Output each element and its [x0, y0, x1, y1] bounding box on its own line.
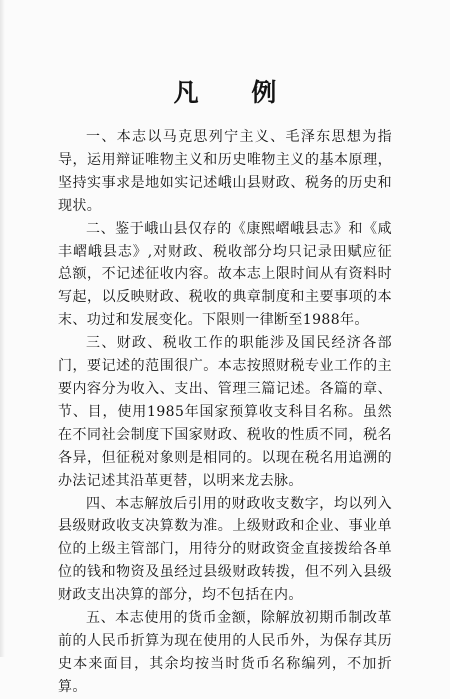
paragraph-1: 一、本志以马克思列宁主义、毛泽东思想为指导，运用辩证唯物主义和历史唯物主义的基本原理，坚持实事求是地如实记述峨山县财政、税务的历史和现状。 [58, 129, 392, 214]
page-title: 凡 例 [173, 78, 299, 107]
paragraph-3: 三、财政、税收工作的职能涉及国民经济各部门，要记述的范围很广。本志按照财税专业工作的主要内容分为收入、支出、管理三篇记述。各篇的章、节、目，使用1985年国家预算收支科目名称。虽然在不同社会制度下国家财政、税收的性质不同，税名各异，但征税对象则是相同的。以现在税名用追溯的办法记述其沿革更替，以明来龙去脉。 [58, 335, 392, 489]
paragraph-5: 五、本志使用的货币金额，除解放初期币制改革前的人民币折算为现在使用的人民币外，为保存其历史本来面目，其余均按当时货币名称编列，不加折算。 [58, 610, 392, 695]
paragraph-2: 二、鉴于峨山县仅存的《康熙嶍峨县志》和《咸丰嶍峨县志》,对财政、税收部分均只记录田赋应征总额，不记述征收内容。故本志上限时间从有资料时写起，以反映财政、税收的典章制度和主要事项的本末、功过和发展变化。下限则一律断至1988年。 [58, 220, 392, 329]
paragraph-4: 四、本志解放后引用的财政收支数字，均以列入县级财政收支决算数为准。上级财政和企业、事业单位的上级主管部门，用待分的财政资金直接拨给各单位的钱和物资及虽经过县级财政转拨，但不列入县级财政支出决算的部分，均不包括在内。 [58, 495, 392, 604]
document-body [58, 126, 392, 699]
